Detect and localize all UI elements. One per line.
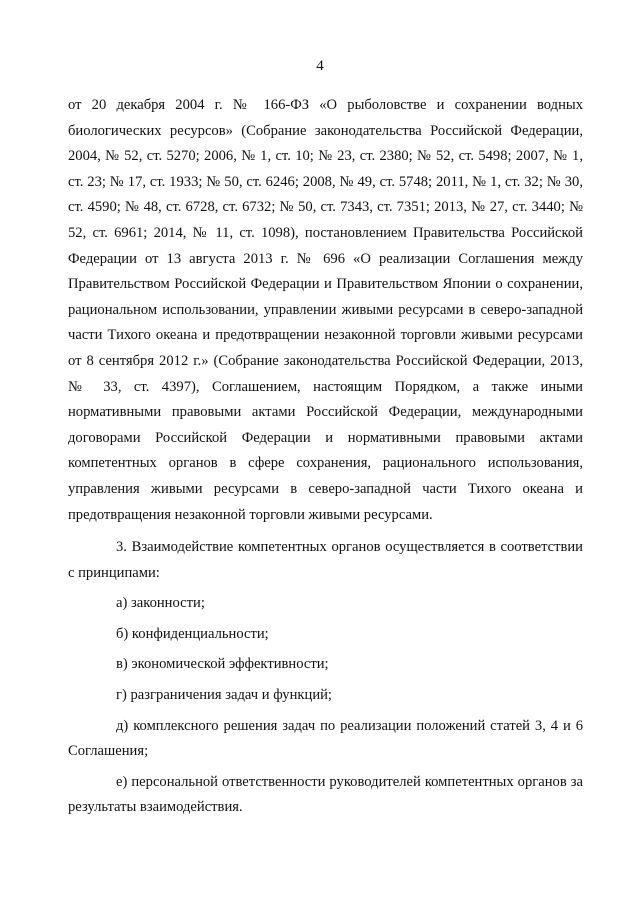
paragraph-clause-3: 3. Взаимодействие компетентных органов осуществляется в соответствии с принципами:: [68, 539, 583, 581]
principle-item-a: а) законности;: [116, 595, 205, 612]
principle-item-g: г) разграничения задач и функций;: [116, 687, 332, 704]
document-body: [68, 93, 583, 821]
principle-item-b: б) конфиденциальности;: [116, 625, 269, 642]
paragraph-continuation: от 20 декабря 2004 г. № 166-ФЗ «О рыболовстве и сохранении водных биологических ресурсов» (Собрание законодательства Российской Федерации, 2004, № 52, ст. 5270; 2006, № 1, ст. 10; № 23, ст. 2380; № 52, ст. 5498; 2007, № 1, ст. 23; № 17, ст. 1933; № 50, ст. 6246; 2008, № 49, ст. 5748; 2011, № 1, ст. 32; № 30, ст. 4590; № 48, ст. 6728, ст. 6732; № 50, ст. 7343, ст. 7351; 2013, № 27, ст. 3440; № 52, ст. 6961; 2014, № 11, ст. 1098), постановлением Правительства Российской Федерации от 13 августа 2013 г. № 696 «О реализации Соглашения между Правительством Российской Федерации и Правительством Японии о сохранении, рациональном использовании, управлении живыми ресурсами в северо-западной части Тихого океана и предотвращении незаконной торговли живыми ресурсами от 8 сентября 2012 г.» (Собрание законодательства Российской Федерации, 2013, № 33, ст. 4397), Соглашением, настоящим Порядком, а также иными нормативными правовыми актами Российской Федерации, международными договорами Российской Федерации и нормативными правовыми актами компетентных органов в сфере сохранения, рационального использования, управления живыми ресурсами в северо-западной части Тихого океана и предотвращения незаконной торговли живыми ресурсами.: [68, 97, 583, 523]
principle-item-v: в) экономической эффективности;: [116, 656, 329, 673]
principle-item-e: е) персональной ответственности руководителей компетентных органов за результаты взаимодействия.: [68, 773, 583, 816]
principle-item-d: д) комплексного решения задач по реализации положений статей 3, 4 и 6 Соглашения;: [68, 717, 583, 760]
page-number: 4: [316, 58, 324, 74]
